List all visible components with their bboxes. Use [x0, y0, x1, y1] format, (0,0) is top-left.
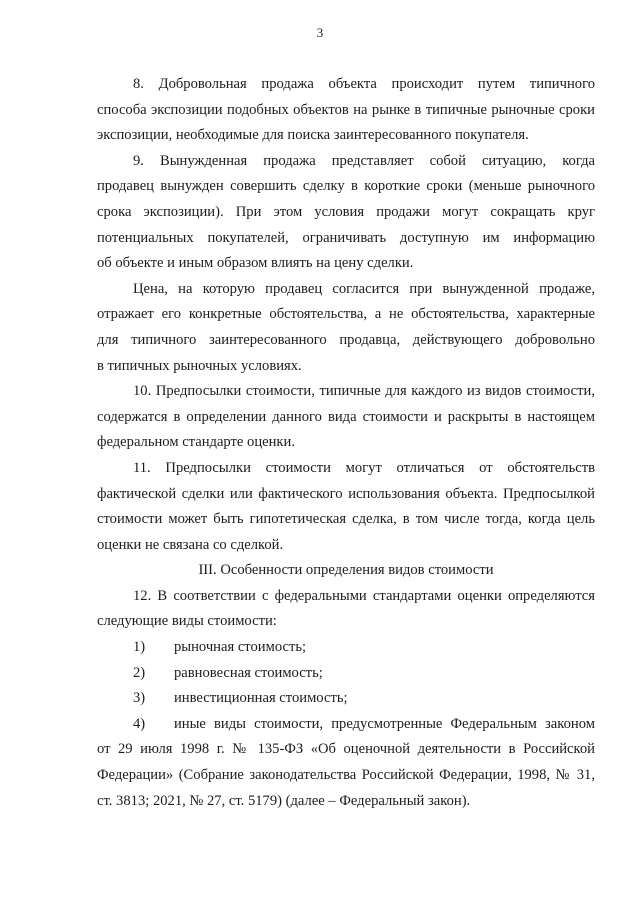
text-line: 12. В соответствии с федеральными стандартами оценки определяются: [133, 587, 595, 604]
text-line: 10. Предпосылки стоимости, типичные для каждого из видов стоимости,: [133, 383, 595, 400]
value-types-list: [97, 635, 595, 814]
list-item-number: 2): [133, 664, 146, 681]
text-line: продавец вынужден совершить сделку в короткие сроки (меньше рыночного: [97, 178, 595, 195]
text-line: стоимости может быть гипотетическая сделка, в том числе тогда, когда цель: [97, 511, 595, 528]
text-line: для типичного заинтересованного продавца, действующего добровольно: [97, 331, 595, 348]
page-number: 3: [316, 25, 324, 40]
list-item: [97, 712, 595, 814]
list-item-text: инвестиционная стоимость;: [174, 690, 348, 707]
paragraph-11: [97, 456, 595, 558]
list-item-number: 3): [133, 690, 146, 707]
list-item-number: 1): [133, 639, 146, 656]
text-line: оценки не связана со сделкой.: [97, 536, 284, 553]
text-line: от 29 июля 1998 г. № 135-ФЗ «Об оценочной деятельности в Российской: [97, 741, 595, 758]
text-line: экспозиции, необходимые для поиска заинтересованного покупателя.: [97, 127, 529, 144]
text-line: содержатся в определении данного вида стоимости и раскрыты в настоящем: [97, 408, 595, 425]
list-item-number: 4): [133, 715, 146, 732]
paragraph-10: [97, 379, 595, 456]
list-item: [97, 686, 595, 712]
text-line: потенциальных покупателей, ограничивать доступную им информацию: [97, 229, 595, 246]
paragraph-12: [97, 584, 595, 635]
text-line: отражает его конкретные обстоятельства, а не обстоятельства, характерные: [97, 306, 595, 323]
list-item: [97, 661, 595, 687]
paragraph-9: [97, 149, 595, 277]
paragraph-price: [97, 277, 595, 379]
text-line: [97, 712, 595, 738]
paragraph-8: [97, 72, 595, 149]
text-line: Цена, на которую продавец согласится при вынужденной продаже,: [133, 280, 595, 297]
text-line: 8. Добровольная продажа объекта происходит путем типичного: [133, 76, 595, 92]
text-line: фактической сделки или фактического использования объекта. Предпосылкой: [97, 485, 595, 502]
text-line: об объекте и иным образом влиять на цену сделки.: [97, 255, 414, 272]
list-item-text: рыночная стоимость;: [174, 639, 307, 656]
list-item: [97, 635, 595, 661]
text-line: 11. Предпосылки стоимости могут отличаться от обстоятельств: [133, 459, 595, 476]
document-body: [97, 72, 595, 814]
text-line: ст. 3813; 2021, № 27, ст. 5179) (далее – Федеральный закон).: [97, 792, 471, 809]
list-item-text: равновесная стоимость;: [174, 664, 323, 681]
text-line: Федерации» (Собрание законодательства Российской Федерации, 1998, № 31,: [97, 767, 595, 784]
text-line: федеральном стандарте оценки.: [97, 434, 295, 451]
text-line: в типичных рыночных условиях.: [97, 357, 302, 374]
text-line: 9. Вынужденная продажа представляет собой ситуацию, когда: [133, 152, 595, 169]
text-line: срока экспозиции). При этом условия продажи могут сокращать круг: [97, 203, 595, 220]
section-heading: III. Особенности определения видов стоимости: [198, 562, 494, 579]
text-line: следующие виды стоимости:: [97, 613, 277, 630]
text-line: способа экспозиции подобных объектов на рынке в типичные рыночные сроки: [97, 101, 595, 118]
list-item-text: иные виды стоимости, предусмотренные Федеральным законом: [174, 715, 595, 732]
